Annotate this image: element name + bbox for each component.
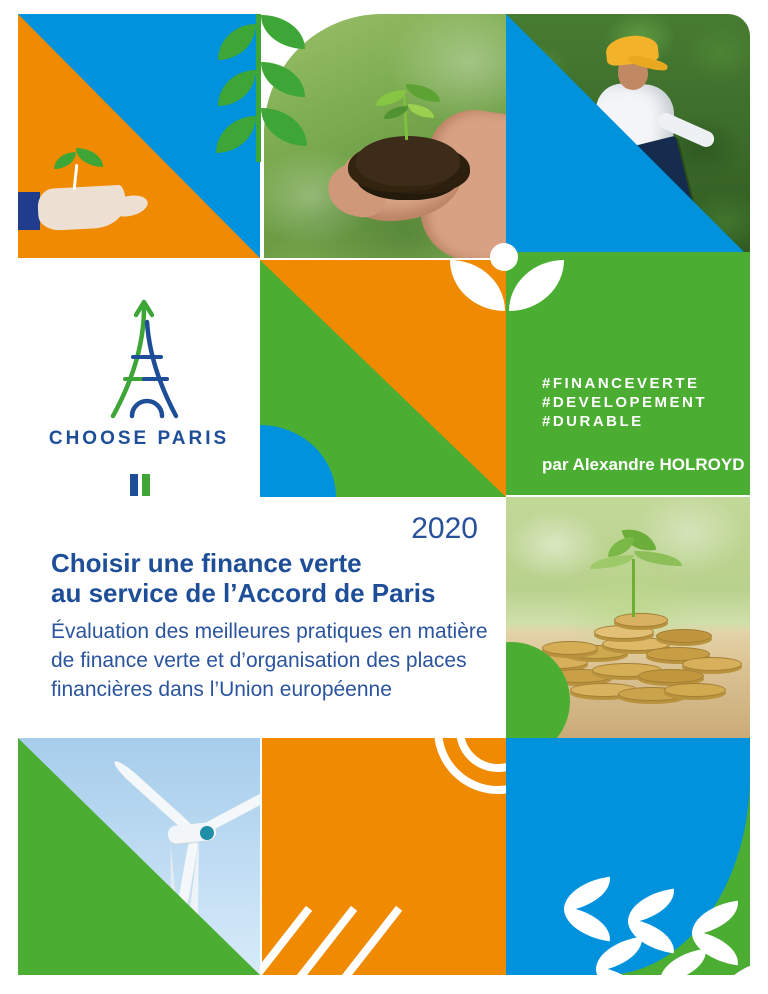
plant-dot — [490, 243, 518, 271]
hashtag-line-3: #DURABLE — [542, 413, 644, 430]
coins-sprout-leaf — [590, 555, 634, 569]
hashtag-line-1: #FINANCEVERTE — [542, 375, 700, 392]
tile-blue-green-decor — [506, 738, 750, 975]
title-line-2: au service de l’Accord de Paris — [51, 578, 436, 608]
green-triangle-shape — [18, 738, 260, 975]
logo-text: CHOOSE PARIS — [48, 428, 230, 449]
flag-bar-green — [142, 474, 150, 496]
quarter-circle-icon — [260, 425, 336, 497]
eiffel-tower-icon — [98, 296, 188, 428]
subtitle-line-1: Évaluation des meilleures pratiques en matière — [51, 620, 488, 643]
subtitle-line-2: de finance verte et d’organisation des places — [51, 649, 467, 672]
branch-leaf-right — [261, 15, 305, 49]
choose-paris-logo-block — [18, 258, 260, 498]
double-arc-icon — [424, 738, 506, 820]
coins-sprout-stem — [632, 559, 635, 617]
photo-wind-turbine — [18, 738, 260, 975]
seedling-leaf — [406, 84, 440, 102]
sprout-leaf-right — [76, 148, 103, 167]
sleeve-shape — [18, 192, 40, 230]
branch-stem — [256, 14, 261, 162]
tile-orange-decor — [262, 738, 506, 975]
seedling-leaf — [408, 104, 434, 118]
seedling-leaf — [376, 90, 406, 106]
year-label: 2020 — [411, 512, 478, 545]
flag-bars-icon — [18, 474, 260, 498]
soil-mound — [356, 136, 460, 186]
photo-farmer-greenhouse — [506, 14, 750, 258]
coins-sprout-leaf — [608, 537, 634, 557]
turbine-hub — [200, 826, 214, 840]
hashtag-line-2: #DEVELOPEMENT — [542, 394, 708, 411]
seedling-stem — [403, 96, 408, 140]
title-line-1: Choisir une finance verte — [51, 548, 362, 578]
subtitle-line-3: financières dans l’Union européenne — [51, 678, 392, 701]
sprout-leaf-left — [54, 152, 76, 169]
flag-bar-blue — [130, 474, 138, 496]
hand-offering-sprout-icon — [18, 134, 178, 254]
coins-sprout-leaf — [634, 551, 682, 566]
author-line: par Alexandre HOLROYD — [542, 455, 745, 474]
